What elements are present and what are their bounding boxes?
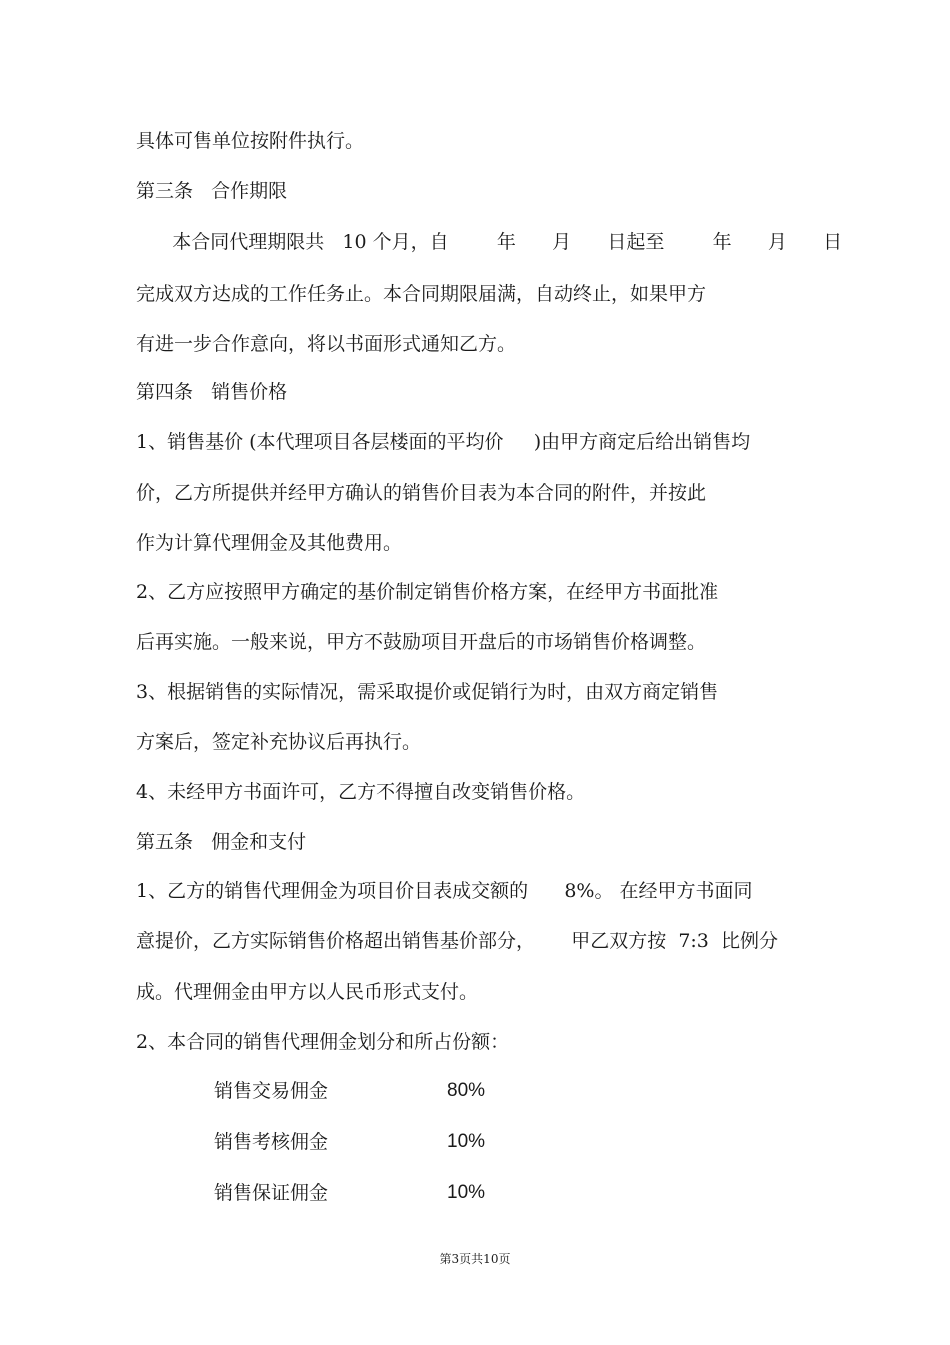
paragraph-line: 后再实施。一般来说，甲方不鼓励项目开盘后的市场销售价格调整。: [136, 631, 707, 653]
paragraph-line: 3、根据销售的实际情况，需采取提价或促销行为时，由双方商定销售: [136, 681, 719, 703]
commission-share-name: 销售保证佣金: [214, 1182, 329, 1204]
paragraph-line: 价，乙方所提供并经甲方确认的销售价目表为本合同的附件，并按此: [136, 482, 707, 504]
commission-share-name: 销售考核佣金: [214, 1131, 329, 1153]
paragraph-line: 完成双方达成的工作任务止。本合同期限届满，自动终止，如果甲方: [136, 283, 707, 305]
commission-share-percent: 10%: [447, 1182, 486, 1203]
paragraph-line: 具体可售单位按附件执行。: [136, 130, 365, 152]
commission-share-percent: 80%: [447, 1080, 486, 1101]
commission-share-name: 销售交易佣金: [214, 1080, 329, 1102]
section-heading: 第四条 销售价格: [136, 381, 288, 403]
paragraph-line: 方案后，签定补充协议后再执行。: [136, 731, 422, 753]
commission-share-percent: 10%: [447, 1131, 486, 1152]
paragraph-line: 4、未经甲方书面许可，乙方不得擅自改变销售价格。: [136, 781, 586, 803]
paragraph-line: 意提价，乙方实际销售价格超出销售基价部分， 甲乙双方按 7:3 比例分: [136, 930, 778, 952]
section-heading: 第三条 合作期限: [136, 180, 288, 202]
page-footer: 第3页共10页: [439, 1252, 511, 1266]
paragraph-line: 成。代理佣金由甲方以人民币形式支付。: [136, 981, 479, 1003]
section-heading: 第五条 佣金和支付: [136, 831, 307, 853]
paragraph-line: 1、乙方的销售代理佣金为项目价目表成交额的 8%。 在经甲方书面同: [136, 880, 753, 902]
paragraph-line: 2、乙方应按照甲方确定的基价制定销售价格方案，在经甲方书面批准: [136, 581, 719, 603]
paragraph-line: 2、本合同的销售代理佣金划分和所占份额：: [136, 1031, 510, 1053]
paragraph-line: 有进一步合作意向，将以书面形式通知乙方。: [136, 333, 517, 355]
paragraph-line: 本合同代理期限共 10 个月，自 年 月 日起至 年 月 日: [136, 231, 843, 253]
paragraph-line: 1、销售基价 (本代理项目各层楼面的平均价 )由甲方商定后给出销售均: [136, 431, 751, 453]
paragraph-line: 作为计算代理佣金及其他费用。: [136, 532, 403, 554]
